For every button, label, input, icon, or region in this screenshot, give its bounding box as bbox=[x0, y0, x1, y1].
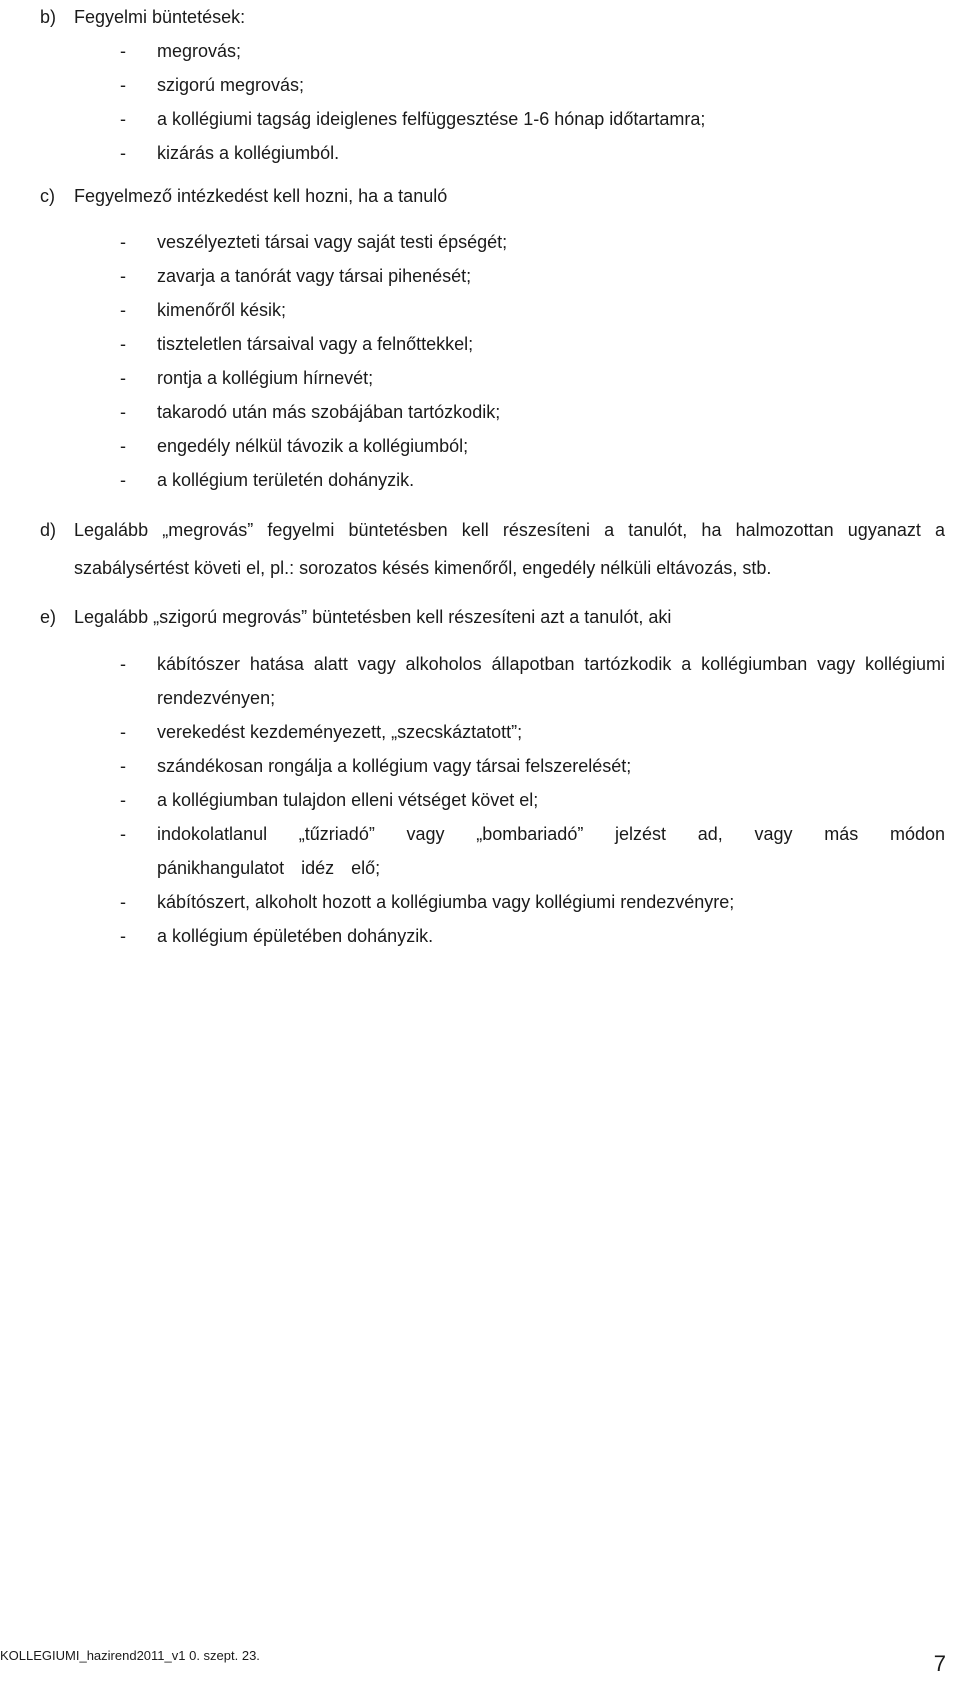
footer-document-id: KOLLEGIUMI_hazirend2011_v1 0. szept. 23. bbox=[0, 1648, 260, 1663]
dash-bullet: - bbox=[120, 368, 126, 388]
list-item: - a kollégiumi tagság ideiglenes felfüggesztése 1-6 hónap időtartamra; bbox=[120, 102, 945, 136]
list-item: - szigorú megrovás; bbox=[120, 68, 945, 102]
list-item: - tiszteletlen társaival vagy a felnőttekkel; bbox=[120, 327, 945, 361]
list-item: - kimenőről késik; bbox=[120, 293, 945, 327]
dash-bullet: - bbox=[120, 232, 126, 252]
list-item: - szándékosan rongálja a kollégium vagy társai felszerelését; bbox=[120, 749, 945, 783]
paragraph-text: Legalább „megrovás” fegyelmi büntetésben kell részesíteni a tanulót, ha halmozottan ugyanazt a szabálysértést követi el, pl.: sorozatos késés kimenőről, engedély nélküli eltávozás, stb. bbox=[74, 520, 945, 578]
section-marker: e) bbox=[40, 607, 57, 627]
list-item: - zavarja a tanórát vagy társai pihenését; bbox=[120, 259, 945, 293]
dash-bullet: - bbox=[120, 41, 126, 61]
list-item: - kábítószert, alkoholt hozott a kollégiumba vagy kollégiumi rendezvényre; bbox=[120, 885, 945, 919]
section-c-heading bbox=[40, 179, 945, 213]
section-marker: b) bbox=[40, 7, 57, 27]
list-item: - a kollégium területén dohányzik. bbox=[120, 463, 945, 497]
dash-bullet: - bbox=[120, 722, 126, 742]
section-heading-text: Fegyelmező intézkedést kell hozni, ha a tanuló bbox=[74, 186, 448, 206]
list-item: - indokolatlanul „tűzriadó” vagy „bombariadó” jelzést ad, vagy más módon pánikhangulatot idéz elő; bbox=[120, 817, 945, 885]
list-item: - engedély nélkül távozik a kollégiumból; bbox=[120, 429, 945, 463]
list-item: - veszélyezteti társai vagy saját testi épségét; bbox=[120, 225, 945, 259]
dash-bullet: - bbox=[120, 824, 126, 844]
dash-bullet: - bbox=[120, 654, 126, 674]
dash-bullet: - bbox=[120, 470, 126, 490]
dash-bullet: - bbox=[120, 109, 126, 129]
list-item: - takarodó után más szobájában tartózkodik; bbox=[120, 395, 945, 429]
list-item: - kábítószer hatása alatt vagy alkoholos állapotban tartózkodik a kollégiumban vagy kollégiumi rendezvényen; bbox=[120, 647, 945, 715]
section-b bbox=[40, 0, 945, 170]
section-heading-text: Fegyelmi büntetések: bbox=[74, 7, 246, 27]
dash-bullet: - bbox=[120, 300, 126, 320]
dash-bullet: - bbox=[120, 266, 126, 286]
section-e-heading bbox=[40, 600, 945, 634]
list-item: - a kollégium épületében dohányzik. bbox=[120, 919, 945, 953]
bullet-list bbox=[120, 34, 945, 170]
dash-bullet: - bbox=[120, 756, 126, 776]
section-heading-text: Legalább „szigorú megrovás” büntetésben kell részesíteni azt a tanulót, aki bbox=[74, 607, 672, 627]
section-e bbox=[40, 600, 945, 953]
list-item: - kizárás a kollégiumból. bbox=[120, 136, 945, 170]
dash-bullet: - bbox=[120, 143, 126, 163]
dash-bullet: - bbox=[120, 926, 126, 946]
dash-bullet: - bbox=[120, 402, 126, 422]
section-b-heading bbox=[40, 0, 945, 34]
section-d bbox=[40, 511, 945, 587]
bullet-list bbox=[120, 647, 945, 953]
section-marker: c) bbox=[40, 186, 55, 206]
section-c bbox=[40, 179, 945, 497]
dash-bullet: - bbox=[120, 75, 126, 95]
bullet-list bbox=[120, 225, 945, 497]
list-item: - verekedést kezdeményezett, „szecskáztatott”; bbox=[120, 715, 945, 749]
section-d-paragraph bbox=[40, 511, 945, 587]
dash-bullet: - bbox=[120, 334, 126, 354]
list-item: - a kollégiumban tulajdon elleni vétséget követ el; bbox=[120, 783, 945, 817]
section-marker: d) bbox=[40, 520, 57, 540]
dash-bullet: - bbox=[120, 892, 126, 912]
dash-bullet: - bbox=[120, 790, 126, 810]
dash-bullet: - bbox=[120, 436, 126, 456]
list-item: - megrovás; bbox=[120, 34, 945, 68]
list-item: - rontja a kollégium hírnevét; bbox=[120, 361, 945, 395]
page-number: 7 bbox=[933, 1651, 946, 1676]
